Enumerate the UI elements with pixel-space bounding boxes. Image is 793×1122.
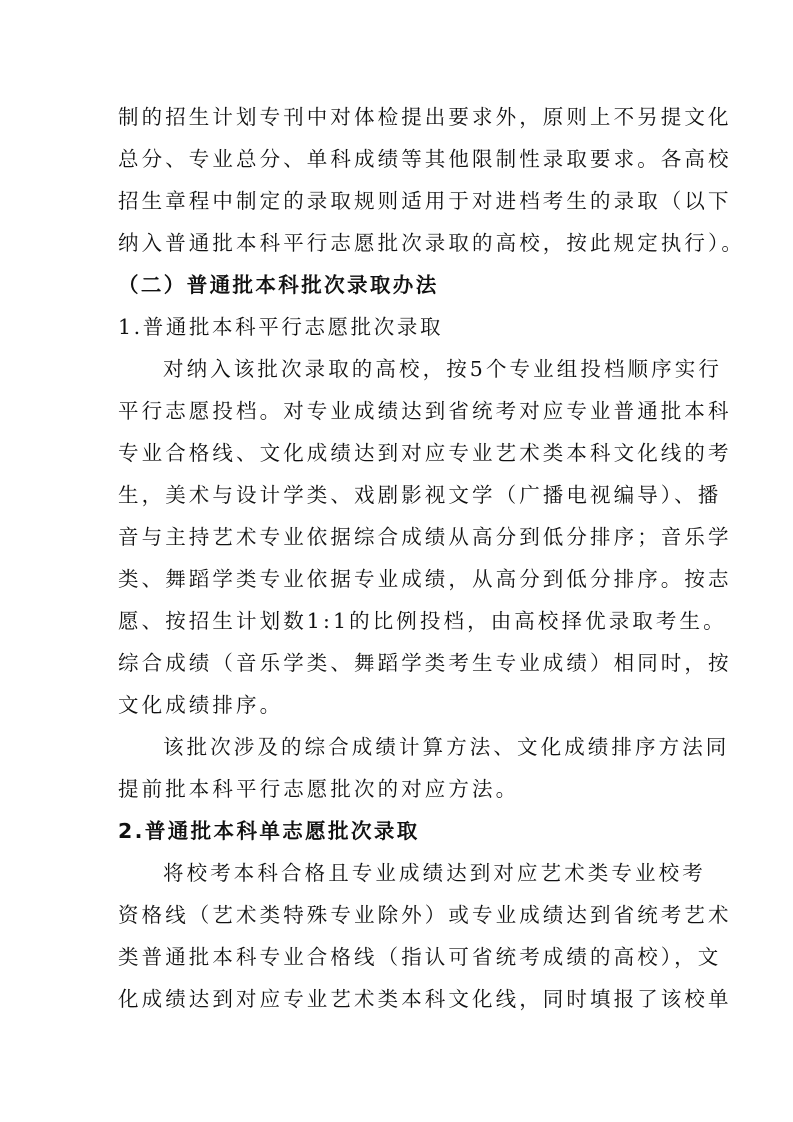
body-line: 音与主持艺术专业依据综合成绩从高分到低分排序；音乐学: [118, 525, 732, 549]
document-body: [118, 96, 745, 1020]
paragraph-first-line: 该批次涉及的综合成绩计算方法、文化成绩排序方法同: [163, 735, 730, 759]
body-line: 化成绩达到对应专业艺术类本科文化线，同时填报了该校单: [118, 987, 732, 1011]
body-line: 纳入普通批本科平行志愿批次录取的高校，按此规定执行）。: [118, 231, 745, 255]
paragraph-first-line: 将校考本科合格且专业成绩达到对应艺术类专业校考: [163, 861, 706, 885]
body-line: 愿、按招生计划数1:1的比例投档，由高校择优录取考生。: [118, 609, 727, 633]
section-heading: （二）普通批本科批次录取办法: [118, 273, 439, 297]
subsection-heading: 1.普通批本科平行志愿批次录取: [118, 315, 444, 339]
body-line: 类、舞蹈学类专业依据专业成绩，从高分到低分排序。按志: [118, 567, 732, 591]
body-line: 文化成绩排序。: [118, 693, 284, 717]
body-line: 专业合格线、文化成绩达到对应专业艺术类本科文化线的考: [118, 441, 732, 465]
body-line: 提前批本科平行志愿批次的对应方法。: [118, 777, 520, 801]
body-line: 综合成绩（音乐学类、舞蹈学类考生专业成绩）相同时，按: [118, 651, 732, 675]
body-line: 制的招生计划专刊中对体检提出要求外，原则上不另提文化: [118, 105, 732, 129]
paragraph-first-line: 对纳入该批次录取的高校，按5个专业组投档顺序实行: [163, 357, 722, 381]
subsection-heading-bold: 2.普通批本科单志愿批次录取: [118, 819, 420, 843]
body-line: 类普通批本科专业合格线（指认可省统考成绩的高校），文: [118, 945, 722, 969]
body-line: 生，美术与设计学类、戏剧影视文学（广播电视编导）、播: [118, 483, 722, 507]
body-line: 招生章程中制定的录取规则适用于对进档考生的录取（以下: [118, 189, 732, 213]
body-line: 总分、专业总分、单科成绩等其他限制性录取要求。各高校: [118, 147, 732, 171]
body-line: 资格线（艺术类特殊专业除外）或专业成绩达到省统考艺术: [118, 903, 732, 927]
body-line: 平行志愿投档。对专业成绩达到省统考对应专业普通批本科: [118, 399, 732, 423]
